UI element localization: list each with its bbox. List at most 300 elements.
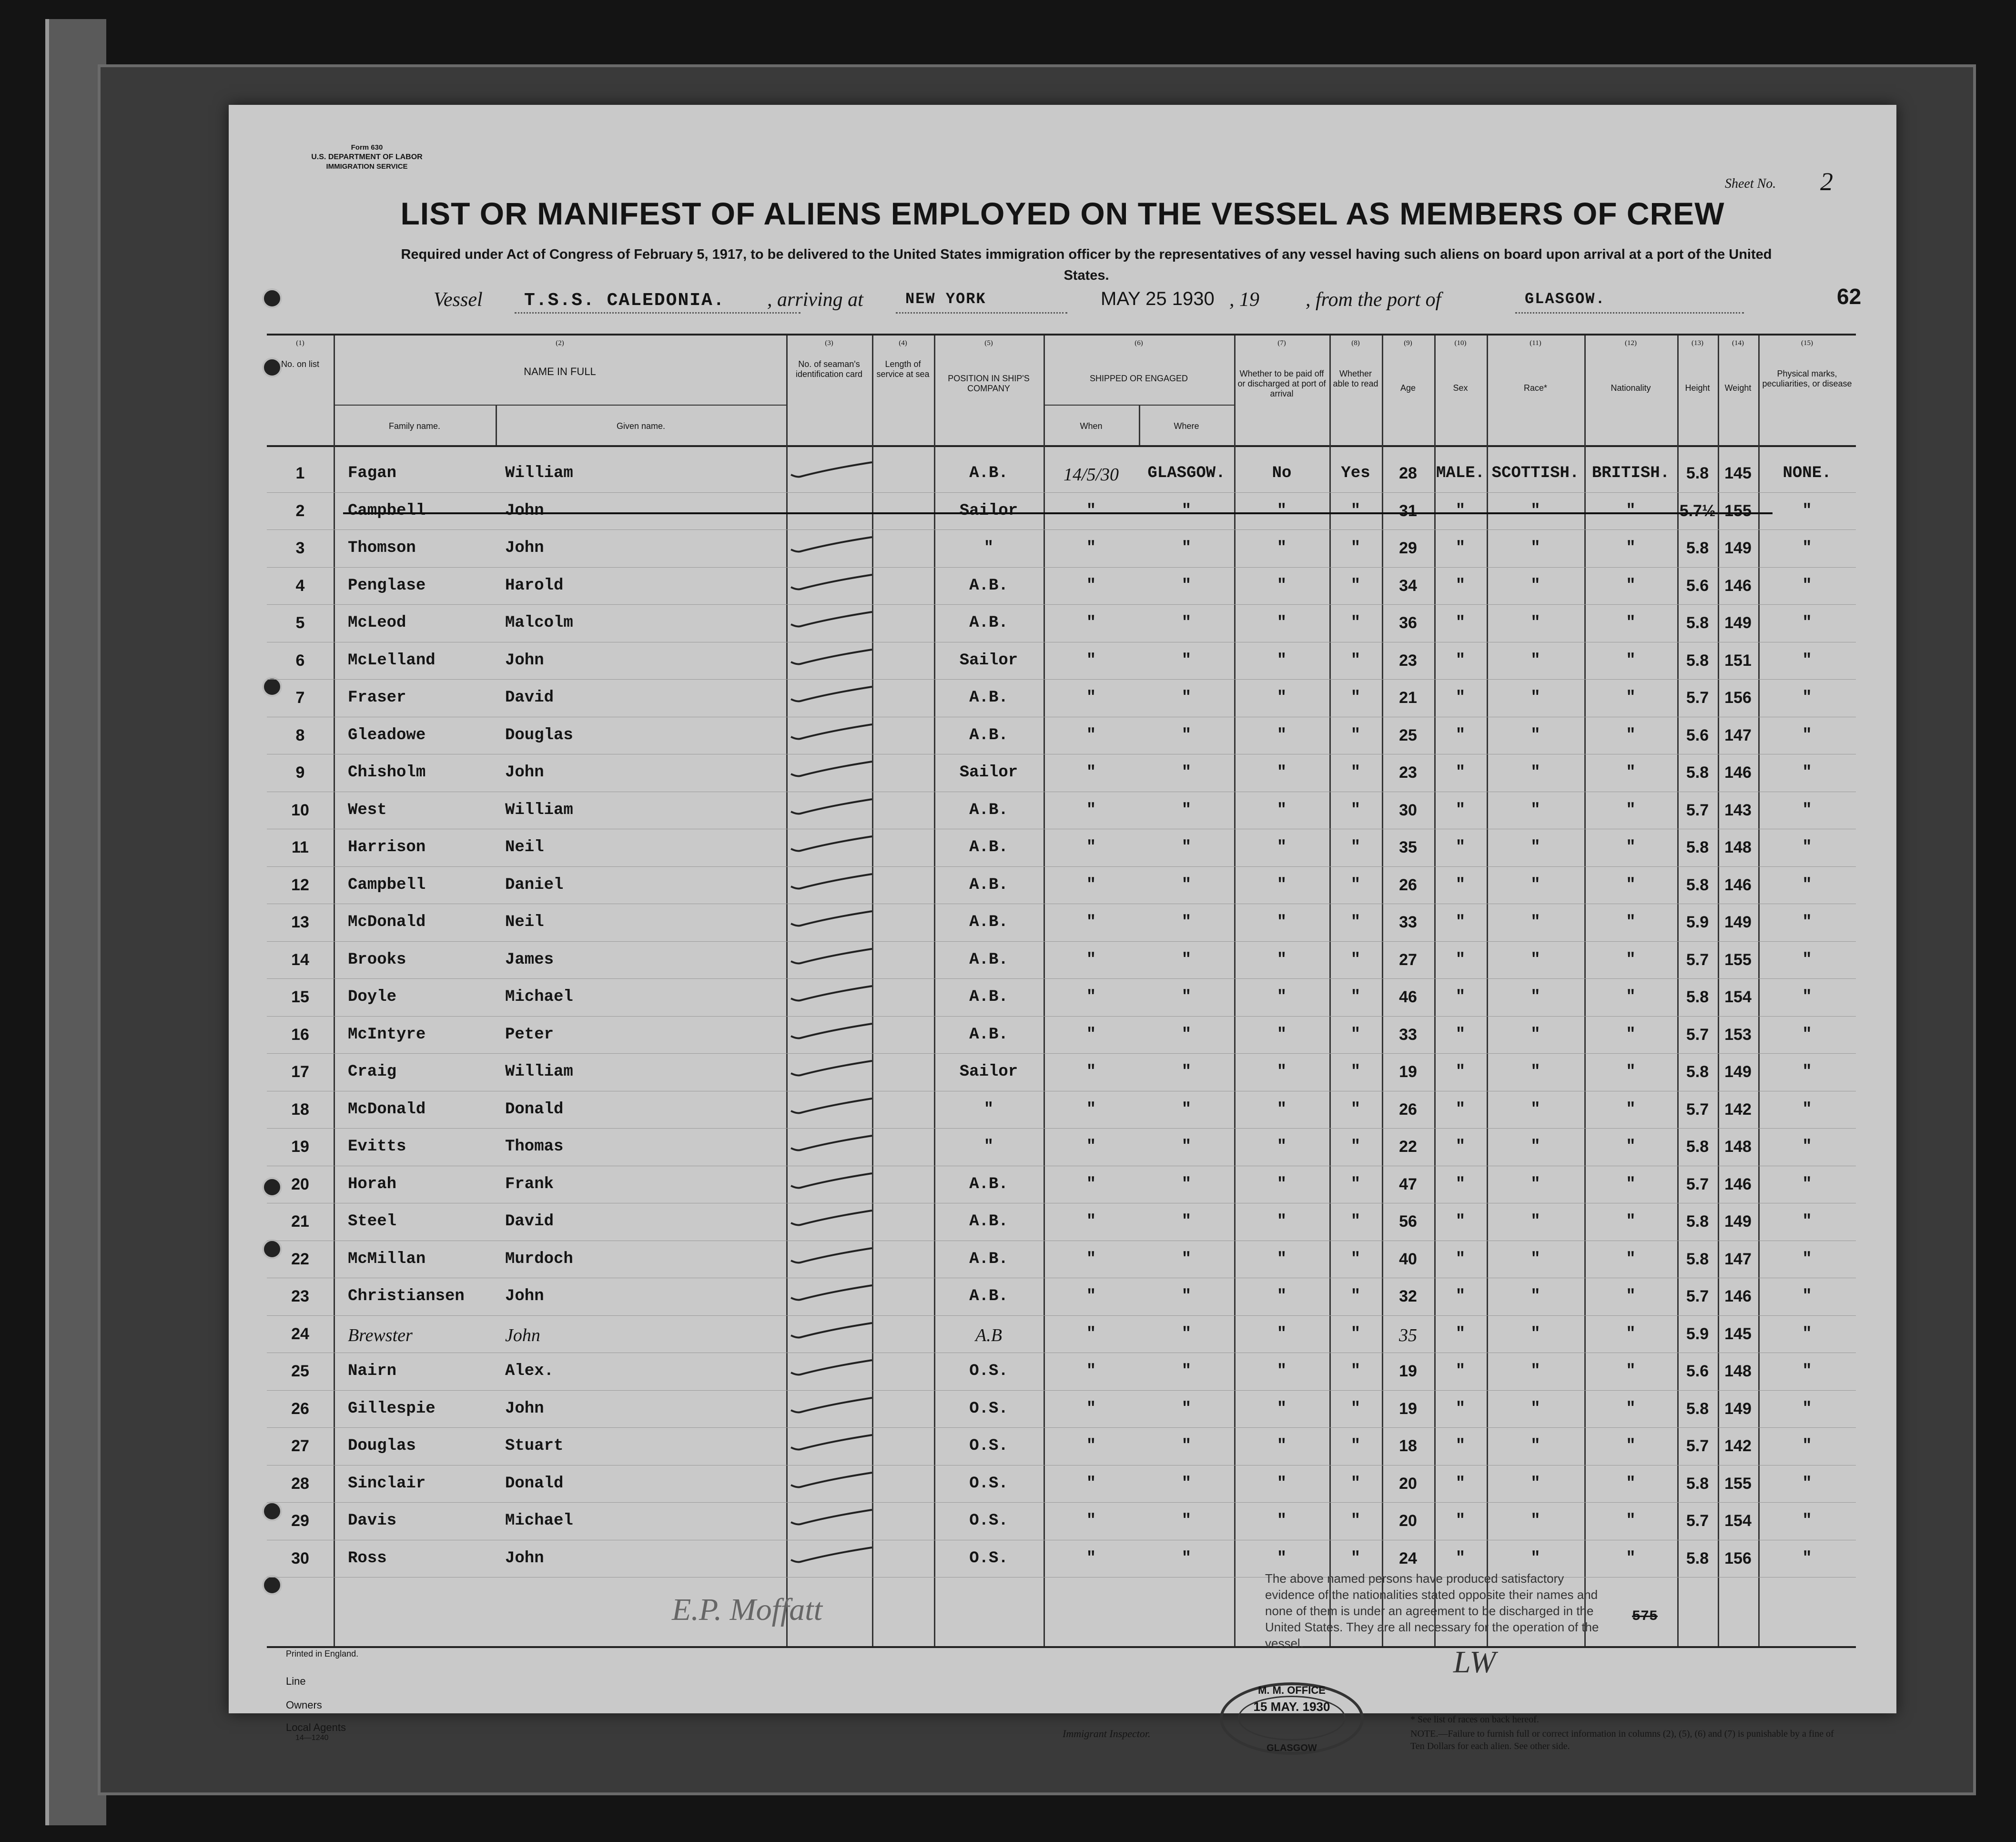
ditto-mark: " (1455, 950, 1466, 969)
height: 5.9 (1686, 1324, 1709, 1343)
check-mark (786, 984, 877, 1003)
ditto-mark: " (1802, 1549, 1812, 1567)
ditto-mark: " (1802, 1287, 1812, 1305)
col-header-12: Nationality (1611, 383, 1651, 393)
given-name: Malcolm (505, 614, 573, 632)
ditto-mark: " (1530, 1474, 1540, 1493)
weight: 154 (1724, 1512, 1752, 1530)
ditto-mark: " (1802, 576, 1812, 595)
ditto-mark: " (1530, 763, 1540, 782)
ditto-mark: " (1181, 651, 1192, 670)
col-header-7: Whether to be paid off or discharged at port of arrival (1237, 369, 1326, 398)
family-name: McIntyre (348, 1025, 426, 1044)
family-name: Sinclair (348, 1474, 426, 1493)
ditto-mark: " (1350, 1287, 1361, 1305)
ditto-mark: " (1455, 501, 1466, 520)
department-name: U.S. DEPARTMENT OF LABOR (311, 153, 423, 161)
weight: 148 (1724, 1362, 1752, 1380)
row-number: 12 (291, 875, 309, 894)
col-header-15: Physical marks, peculiarities, or disease (1762, 369, 1852, 388)
weight: 149 (1724, 614, 1752, 632)
row-number: 17 (291, 1063, 309, 1081)
ditto-mark: " (1276, 950, 1287, 969)
ditto-mark: " (1086, 1100, 1096, 1119)
ditto-mark: " (1530, 1138, 1540, 1156)
ditto-mark: " (1086, 763, 1096, 782)
family-name: Harrison (348, 838, 426, 856)
check-mark (786, 1022, 877, 1041)
age: 24 (1399, 1549, 1417, 1567)
ditto-mark: " (1626, 1100, 1636, 1119)
ditto-mark: " (1276, 1437, 1287, 1455)
ditto-mark: " (1455, 763, 1466, 782)
given-name: Murdoch (505, 1250, 573, 1268)
penalty-note: NOTE.—Failure to furnish full or correct information in columns (2), (5), (6) and (7) is punishable by a fine of Ten Dollars for each alien. See other side. (1410, 1729, 1834, 1751)
ditto-mark: " (1276, 651, 1287, 670)
family-name: Penglase (348, 576, 426, 595)
position: A.B. (969, 614, 1008, 632)
col-num-5: (5) (984, 339, 993, 347)
ditto-mark: " (1350, 1399, 1361, 1418)
page-number: 62 (1837, 284, 1862, 309)
stamp-top-text: M. M. OFFICE (1258, 1684, 1326, 1696)
height: 5.8 (1686, 838, 1709, 856)
ditto-mark: " (1350, 501, 1361, 520)
height: 5.8 (1686, 875, 1709, 894)
check-mark (786, 834, 877, 854)
row-number: 13 (291, 913, 309, 931)
row-divider (267, 978, 1856, 979)
age: 35 (1399, 838, 1417, 856)
row-divider (267, 679, 1856, 680)
family-name: Gleadowe (348, 726, 426, 744)
race-note: * See list of races on back hereof. (1410, 1714, 1539, 1725)
weight: 156 (1724, 689, 1752, 707)
ditto-mark: " (1530, 1212, 1540, 1231)
position: O.S. (969, 1399, 1008, 1418)
ditto-mark: " (1626, 1212, 1636, 1231)
sex: MALE. (1436, 464, 1485, 482)
position: " (983, 1100, 994, 1119)
ditto-mark: " (1802, 1138, 1812, 1156)
row-number: 16 (291, 1025, 309, 1044)
given-name: Harold (505, 576, 564, 595)
family-name: McLeod (348, 614, 406, 632)
ditto-mark: " (1276, 1100, 1287, 1119)
family-name: Steel (348, 1212, 397, 1231)
height: 5.8 (1686, 1250, 1709, 1268)
age: 23 (1399, 651, 1417, 670)
ditto-mark: " (1626, 1287, 1636, 1305)
ditto-mark: " (1455, 988, 1466, 1006)
age: 23 (1399, 763, 1417, 782)
family-name: Craig (348, 1063, 397, 1081)
weight: 154 (1724, 988, 1752, 1006)
ditto-mark: " (1276, 1512, 1287, 1530)
position: Sailor (959, 651, 1018, 670)
ditto-mark: " (1530, 1250, 1540, 1268)
ditto-mark: " (1181, 988, 1192, 1006)
row-divider (267, 1502, 1856, 1503)
ditto-mark: " (1530, 1399, 1540, 1418)
position: A.B. (969, 950, 1008, 969)
handwritten-initials: LW (1453, 1645, 1496, 1679)
ditto-mark: " (1350, 1324, 1361, 1343)
ditto-mark: " (1181, 1175, 1192, 1193)
row-divider (267, 1053, 1856, 1054)
height: 5.8 (1686, 988, 1709, 1006)
ditto-mark: " (1530, 1287, 1540, 1305)
given-name: John (505, 1287, 544, 1305)
given-name: James (505, 950, 554, 969)
age: 33 (1399, 913, 1417, 931)
ditto-mark: " (1350, 875, 1361, 894)
age: 34 (1399, 576, 1417, 595)
ditto-mark: " (1626, 1549, 1636, 1567)
ditto-mark: " (1530, 913, 1540, 931)
row-number: 30 (291, 1549, 309, 1567)
ditto-mark: " (1626, 1437, 1636, 1455)
ditto-mark: " (1181, 1324, 1192, 1343)
height: 5.8 (1686, 1138, 1709, 1156)
ditto-mark: " (1530, 1512, 1540, 1530)
ditto-mark: " (1276, 501, 1287, 520)
ditto-mark: " (1530, 875, 1540, 894)
ditto-mark: " (1530, 614, 1540, 632)
check-mark (786, 610, 877, 629)
age: 47 (1399, 1175, 1417, 1193)
ditto-mark: " (1181, 1437, 1192, 1455)
ditto-mark: " (1350, 1175, 1361, 1193)
ditto-mark: " (1276, 1549, 1287, 1567)
ditto-mark: " (1530, 1025, 1540, 1044)
family-name: Nairn (348, 1362, 397, 1380)
given-name: David (505, 1212, 554, 1231)
ditto-mark: " (1181, 1025, 1192, 1044)
ditto-mark: " (1276, 1175, 1287, 1193)
family-name: Brewster (348, 1325, 413, 1345)
col-header-2: NAME IN FULL (524, 366, 596, 377)
ditto-mark: " (1802, 501, 1812, 520)
ditto-mark: " (1802, 1512, 1812, 1530)
given-name: William (505, 464, 573, 482)
position: A.B. (969, 1212, 1008, 1231)
position: Sailor (959, 501, 1018, 520)
ditto-mark: " (1350, 1474, 1361, 1493)
height: 5.8 (1686, 1399, 1709, 1418)
ditto-mark: " (1455, 1063, 1466, 1081)
height: 5.8 (1686, 1549, 1709, 1567)
strike-through-line (343, 512, 1773, 514)
ditto-mark: " (1086, 1399, 1096, 1418)
weight: 155 (1724, 1474, 1752, 1493)
ditto-mark: " (1086, 726, 1096, 744)
col-header-4: Length of service at sea (876, 359, 930, 379)
col-header-when: When (1080, 421, 1103, 431)
given-name: William (505, 801, 573, 819)
ditto-mark: " (1802, 689, 1812, 707)
ditto-mark: " (1181, 913, 1192, 931)
weight: 153 (1724, 1025, 1752, 1044)
age: 35 (1399, 1325, 1417, 1345)
office-stamp (1220, 1682, 1364, 1755)
position: Sailor (959, 763, 1018, 782)
row-number: 26 (291, 1399, 309, 1418)
ditto-mark: " (1350, 1063, 1361, 1081)
given-name: Michael (505, 988, 573, 1006)
crew-table (267, 334, 1856, 1648)
weight: 149 (1724, 913, 1752, 931)
family-name: Campbell (348, 501, 426, 520)
ditto-mark: " (1181, 1063, 1192, 1081)
ditto-mark: " (1181, 1287, 1192, 1305)
check-mark (786, 648, 877, 667)
age: 18 (1399, 1437, 1417, 1455)
age: 33 (1399, 1025, 1417, 1044)
check-mark (786, 685, 877, 704)
ditto-mark: " (1086, 1025, 1096, 1044)
ditto-mark: " (1181, 576, 1192, 595)
given-name: Michael (505, 1512, 573, 1530)
ditto-mark: " (1802, 1175, 1812, 1193)
family-name: McDonald (348, 913, 426, 931)
row-divider (267, 492, 1856, 493)
ditto-mark: " (1181, 1212, 1192, 1231)
ditto-mark: " (1181, 1549, 1192, 1567)
check-mark (786, 947, 877, 966)
family-name: Davis (348, 1512, 397, 1530)
height: 5.7 (1686, 1100, 1709, 1119)
row-divider (267, 1128, 1856, 1129)
ditto-mark: " (1626, 1399, 1636, 1418)
given-name: John (505, 1549, 544, 1567)
ditto-mark: " (1802, 1399, 1812, 1418)
ditto-mark: " (1181, 763, 1192, 782)
printed-in-label: Printed in England. (286, 1649, 359, 1659)
check-mark (786, 797, 877, 816)
height: 5.7 (1686, 1437, 1709, 1455)
ditto-mark: " (1276, 838, 1287, 856)
col-num-9: (9) (1404, 339, 1412, 347)
height: 5.8 (1686, 539, 1709, 557)
col-num-12: (12) (1625, 339, 1637, 347)
row-number: 9 (295, 763, 305, 782)
weight: 151 (1724, 651, 1752, 670)
ditto-mark: " (1181, 539, 1192, 557)
height: 5.8 (1686, 763, 1709, 782)
ditto-mark: " (1086, 1437, 1096, 1455)
row-number: 23 (291, 1287, 309, 1305)
weight: 142 (1724, 1100, 1752, 1119)
col-header-where: Where (1174, 421, 1199, 431)
ditto-mark: " (1530, 1362, 1540, 1380)
ditto-mark: " (1455, 689, 1466, 707)
ditto-mark: " (1350, 801, 1361, 819)
given-name: John (505, 539, 544, 557)
row-number: 7 (295, 689, 305, 707)
ditto-mark: " (1276, 1474, 1287, 1493)
ditto-mark: " (1530, 689, 1540, 707)
vessel-label: Vessel (434, 289, 483, 311)
ditto-mark: " (1086, 1175, 1096, 1193)
handwritten-signature: E.P. Moffatt (672, 1592, 822, 1627)
age: 19 (1399, 1362, 1417, 1380)
given-name: John (505, 763, 544, 782)
ditto-mark: " (1455, 1100, 1466, 1119)
ditto-mark: " (1455, 1212, 1466, 1231)
ditto-mark: " (1181, 1362, 1192, 1380)
ditto-mark: " (1455, 1250, 1466, 1268)
ditto-mark: " (1530, 801, 1540, 819)
ditto-mark: " (1455, 539, 1466, 557)
binder-strip (45, 19, 106, 1825)
weight: 146 (1724, 576, 1752, 595)
check-mark (786, 1546, 877, 1565)
age: 36 (1399, 614, 1417, 632)
ditto-mark: " (1530, 1324, 1540, 1343)
ditto-mark: " (1276, 1399, 1287, 1418)
ditto-mark: " (1350, 689, 1361, 707)
position: A.B. (969, 1287, 1008, 1305)
age: 28 (1399, 464, 1417, 482)
family-name: Campbell (348, 875, 426, 894)
age: 20 (1399, 1474, 1417, 1493)
ditto-mark: " (1455, 1362, 1466, 1380)
ditto-mark: " (1350, 913, 1361, 931)
height: 5.9 (1686, 913, 1709, 931)
check-mark (786, 535, 877, 554)
col-header-11: Race* (1523, 383, 1548, 393)
col-num-10: (10) (1454, 339, 1467, 347)
family-name: Fagan (348, 464, 397, 482)
position: A.B. (969, 838, 1008, 856)
given-name: Alex. (505, 1362, 554, 1380)
ditto-mark: " (1626, 1025, 1636, 1044)
ditto-mark: " (1626, 988, 1636, 1006)
ditto-mark: " (1455, 913, 1466, 931)
col-num-3: (3) (825, 339, 833, 347)
ditto-mark: " (1350, 763, 1361, 782)
ditto-mark: " (1086, 801, 1096, 819)
row-number: 2 (295, 501, 305, 520)
ditto-mark: " (1086, 1063, 1096, 1081)
family-name: Christiansen (348, 1287, 465, 1305)
weight: 149 (1724, 539, 1752, 557)
ditto-mark: " (1276, 763, 1287, 782)
check-mark (786, 760, 877, 779)
ditto-mark: " (1455, 1324, 1466, 1343)
ditto-mark: " (1350, 614, 1361, 632)
ditto-mark: " (1530, 1549, 1540, 1567)
col-num-4: (4) (899, 339, 907, 347)
vessel-line (229, 288, 1896, 322)
age: 29 (1399, 539, 1417, 557)
weight: 149 (1724, 1063, 1752, 1081)
row-number: 15 (291, 988, 309, 1006)
col-num-15: (15) (1801, 339, 1813, 347)
ditto-mark: " (1530, 838, 1540, 856)
check-mark (786, 1508, 877, 1527)
ditto-mark: " (1626, 801, 1636, 819)
given-name: Neil (505, 913, 544, 931)
ditto-mark: " (1276, 1212, 1287, 1231)
ditto-mark: " (1626, 614, 1636, 632)
ditto-mark: " (1086, 1512, 1096, 1530)
position: O.S. (969, 1549, 1008, 1567)
given-name: Stuart (505, 1437, 564, 1455)
given-name: John (505, 651, 544, 670)
row-number: 14 (291, 950, 309, 969)
given-name: David (505, 689, 554, 707)
position: A.B. (969, 1025, 1008, 1044)
col-header-14: Weight (1724, 383, 1752, 393)
position: O.S. (969, 1437, 1008, 1455)
shipped-where: GLASGOW. (1147, 464, 1226, 482)
row-divider (267, 1016, 1856, 1017)
ditto-mark: " (1802, 1025, 1812, 1044)
position: " (983, 539, 994, 557)
height: 5.7 (1686, 801, 1709, 819)
position: O.S. (969, 1474, 1008, 1493)
age: 40 (1399, 1250, 1417, 1268)
ditto-mark: " (1181, 1399, 1192, 1418)
ditto-mark: " (1455, 838, 1466, 856)
given-name: William (505, 1063, 573, 1081)
ditto-mark: " (1626, 1474, 1636, 1493)
ditto-mark: " (1350, 651, 1361, 670)
row-number: 20 (291, 1175, 309, 1193)
ditto-mark: " (1276, 988, 1287, 1006)
ditto-mark: " (1181, 875, 1192, 894)
ditto-mark: " (1530, 1437, 1540, 1455)
weight: 146 (1724, 1175, 1752, 1193)
family-name: Chisholm (348, 763, 426, 782)
weight: 156 (1724, 1549, 1752, 1567)
ditto-mark: " (1530, 950, 1540, 969)
check-mark (786, 1246, 877, 1265)
weight: 142 (1724, 1437, 1752, 1455)
ditto-mark: " (1626, 950, 1636, 969)
row-divider (267, 941, 1856, 942)
ditto-mark: " (1350, 1362, 1361, 1380)
weight: 146 (1724, 763, 1752, 782)
ditto-mark: " (1455, 1399, 1466, 1418)
weight: 148 (1724, 838, 1752, 856)
ditto-mark: " (1626, 651, 1636, 670)
col-num-2: (2) (556, 339, 564, 347)
row-number: 6 (295, 651, 305, 670)
col-num-1: (1) (296, 339, 304, 347)
row-number: 21 (291, 1212, 309, 1231)
ditto-mark: " (1086, 913, 1096, 931)
ditto-mark: " (1086, 614, 1096, 632)
ditto-mark: " (1086, 651, 1096, 670)
ditto-mark: " (1530, 1175, 1540, 1193)
ditto-mark: " (1086, 689, 1096, 707)
age: 26 (1399, 1100, 1417, 1119)
ditto-mark: " (1530, 576, 1540, 595)
col-num-13: (13) (1692, 339, 1703, 347)
ditto-mark: " (1276, 1025, 1287, 1044)
weight: 145 (1724, 464, 1752, 482)
col-num-7: (7) (1277, 339, 1286, 347)
document-subtitle: Required under Act of Congress of February 5, 1917, to be delivered to the United States immigration officer by the representatives of any vessel having such aliens on board upon arrival at a port of the United States. (401, 247, 1772, 283)
height: 5.7 (1686, 1512, 1709, 1530)
shipped-when: 14/5/30 (1063, 465, 1119, 485)
ditto-mark: " (1626, 1063, 1636, 1081)
ditto-mark: " (1086, 501, 1096, 520)
check-mark (786, 872, 877, 891)
